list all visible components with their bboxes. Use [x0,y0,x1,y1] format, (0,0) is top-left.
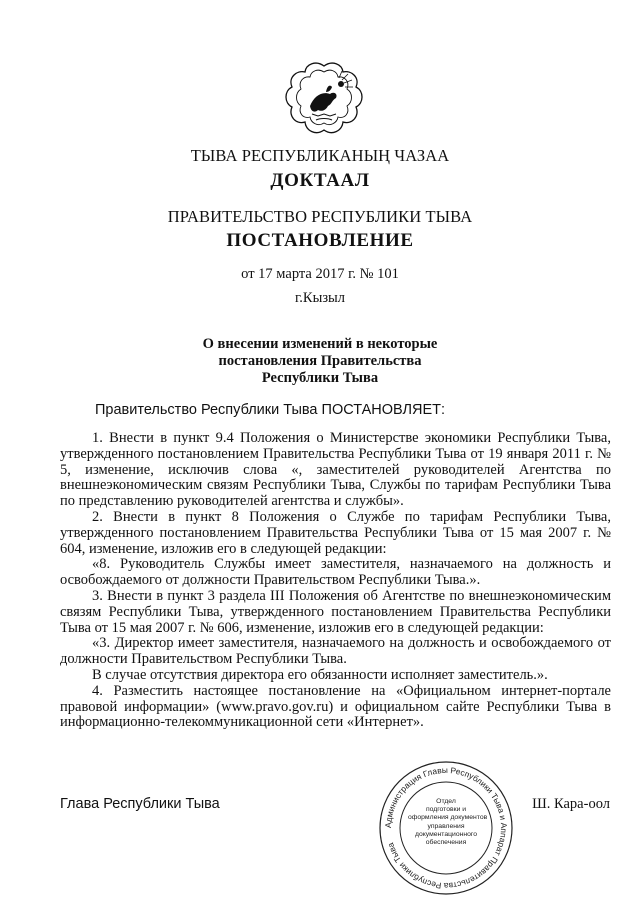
paragraph: 1. Внести в пункт 9.4 Положения о Министерстве экономики Республики Тыва, утвержденного постановлением Правительства Республики Тыва от 19 января 2011 г. № 5, изменение, исключив слова «, заместителей руководителей Агентства по внешнеэкономическим связям Республики Тыва, Службы по тарифам Республики Тыва по представлению руководителей агентства и службы». [60,430,611,510]
paragraph: «3. Директор имеет заместителя, назначаемого на должность и освобождаемого от должности Правительством Республики Тыва. [60,635,611,668]
date-number: от 17 марта 2017 г. № 101 [241,266,399,282]
signature-position: Глава Республики Тыва [60,796,220,812]
preamble: Правительство Республики Тыва ПОСТАНОВЛЯЕТ: [95,402,446,418]
tuva-emblem-icon [282,58,366,140]
stamp-line: документационного [414,830,477,838]
paragraph: 2. Внести в пункт 8 Положения о Службе по тарифам Республики Тыва, утвержденного постановлением Правительства Республики Тыва от 15 мая 2007 г. № 604, изменение, изложив его в следующей редакции: [60,508,611,557]
government-name: ПРАВИТЕЛЬСТВО РЕСПУБЛИКИ ТЫВА [167,207,473,226]
stamp-ring-text: Администрация Главы Республики Тыва и Аппарат Правительства Республики Тыва [382,764,510,892]
stamp-inner-text [408,798,488,847]
paragraph: 3. Внести в пункт 3 раздела III Положения об Агентстве по внешнеэкономическим связям Республики Тыва, утвержденного постановлением Правительства Республики Тыва от 15 мая 2007 г. № 606, изменение, изложив его в следующей редакции: [60,587,611,636]
paragraph: 4. Разместить настоящее постановление на «Официальном интернет-портале правовой информации» (www.pravo.gov.ru) и официальном сайте Республики Тыва в информационно-телекоммуникационной сети «Интернет». [60,682,611,731]
stamp-line: обеспечения [425,839,467,847]
document-body [60,431,611,731]
paragraph: В случае отсутствия директора его обязанности исполняет заместитель.». [92,666,548,683]
stamp-line: оформления документов [408,814,488,822]
signature-name: Ш. Кара-оол [532,796,610,812]
city: г.Кызыл [294,290,346,306]
paragraph: «8. Руководитель Службы имеет заместителя, назначаемого на должность и освобождаемого от должности Правительством Республики Тыва.». [60,556,611,589]
stamp-line: Отдел [436,798,456,805]
title-line: Республики Тыва [261,370,379,386]
doc-type: ПОСТАНОВЛЕНИЕ [226,230,414,251]
title-line: О внесении изменений в некоторые [202,336,438,352]
stamp-line: управления [427,822,465,830]
tuvan-doc-type: ДОКТААЛ [270,170,370,191]
office-stamp [378,760,514,896]
tuvan-government-name: ТЫВА РЕСПУБЛИКАНЫҢ ЧАЗАА [190,146,450,165]
stamp-line: подготовки и [425,806,467,814]
document-title [0,336,640,387]
title-line: постановления Правительства [218,353,422,369]
